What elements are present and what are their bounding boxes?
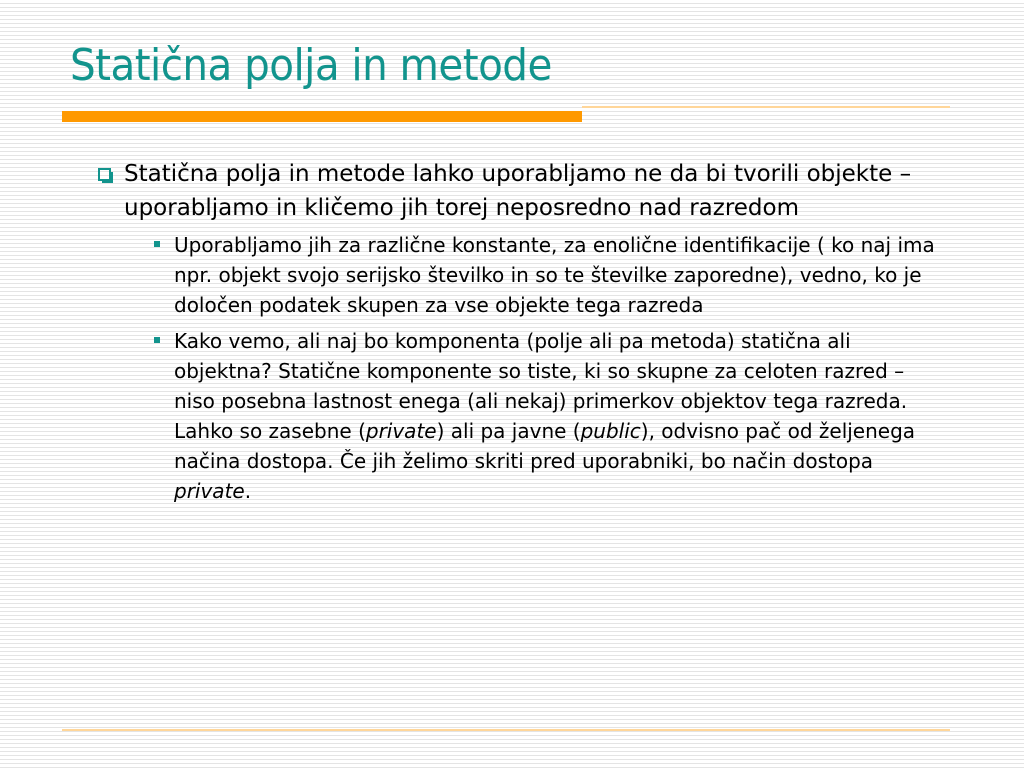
title-accent-bar xyxy=(62,111,582,122)
bullet-text-1: Statična polja in metode lahko uporabljamo ne da bi tvorili objekte – uporabljamo in kličemo jih torej neposredno nad razredom xyxy=(124,161,912,221)
sub-bullet-item-1 xyxy=(98,230,958,320)
keyword-private-2: private xyxy=(174,479,245,503)
keyword-public: public xyxy=(580,419,641,443)
sub-bullet-text-1: Uporabljamo jih za različne konstante, za enolične identifikacije ( ko naj ima npr. objekt svojo serijsko številko in so te številke zaporedne), vedno, ko je določen podatek skupen za vse objekte tega razreda xyxy=(174,233,935,317)
slide-content xyxy=(98,157,958,512)
sub-bullet-text-2-part2: ) ali pa javne ( xyxy=(436,419,581,443)
sub-bullet-list xyxy=(98,230,958,506)
sub-bullet-text-2-part1: Kako vemo, ali naj bo komponenta (polje ali pa metoda) statična ali objektna? Statične komponente so tiste, ki so skupne za celoten razred – niso posebna lastnost enega (ali nekaj) primerkov objektov tega razreda. Lahko so zasebne ( xyxy=(174,329,908,443)
small-square-bullet-icon xyxy=(154,241,160,247)
keyword-private-1: private xyxy=(365,419,437,443)
bullet-item-1 xyxy=(98,157,958,225)
small-square-bullet-icon xyxy=(154,337,160,343)
title-accent-line xyxy=(582,106,950,108)
square-bullet-icon xyxy=(98,168,111,181)
sub-bullet-text-2-part4: . xyxy=(244,479,252,503)
slide-title: Statična polja in metode xyxy=(70,40,552,91)
footer-accent-line xyxy=(62,729,950,731)
sub-bullet-item-2 xyxy=(98,326,958,506)
sub-bullet-text-2-part3: ), odvisno pač od željenega načina dostopa. Če jih želimo skriti pred uporabniki, bo način dostopa xyxy=(174,419,916,473)
